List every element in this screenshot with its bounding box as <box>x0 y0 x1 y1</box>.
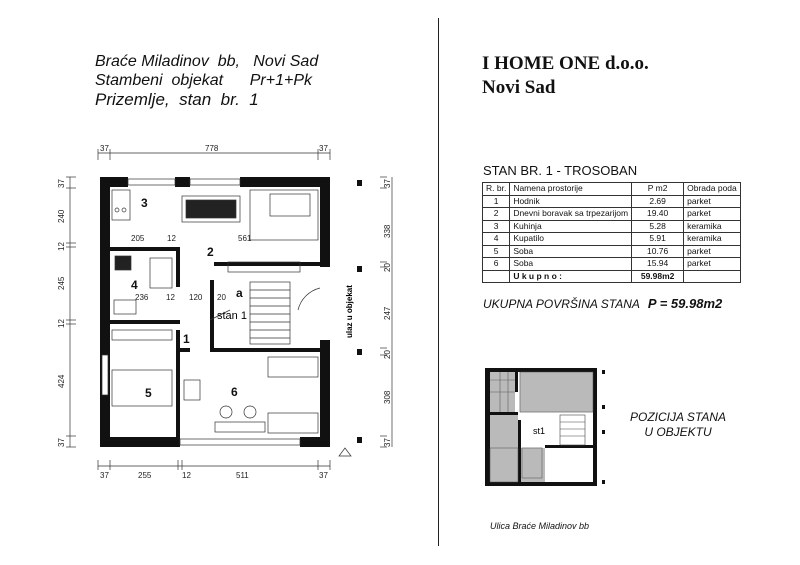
room-6-label: 6 <box>231 385 238 399</box>
apartment-label: stan 1 <box>217 310 247 322</box>
total-area-label: UKUPNA POVRŠINA STANA <box>483 297 640 311</box>
mini-apartment-label: st1 <box>533 426 546 436</box>
dim-left-3: 12 <box>57 242 66 251</box>
dim-top-3: 37 <box>319 144 328 153</box>
cell: 4 <box>483 233 510 246</box>
total-area <box>483 296 722 311</box>
dim-right-6: 308 <box>383 390 392 404</box>
cell: 3 <box>483 220 510 233</box>
dim-left-4: 245 <box>57 276 66 290</box>
dim-left-5: 12 <box>57 319 66 328</box>
cell: Soba <box>510 245 632 258</box>
cell: 2 <box>483 208 510 221</box>
room-5-label: 5 <box>145 386 152 400</box>
table-header-row <box>483 183 741 196</box>
address-header <box>95 52 318 109</box>
cell: parket <box>684 258 741 271</box>
dim-left-2: 240 <box>57 209 66 223</box>
dim-left-7: 37 <box>57 438 66 447</box>
total-area-value: P = 59.98m2 <box>647 296 723 311</box>
table-row <box>483 258 741 271</box>
position-plan <box>478 364 608 494</box>
cell: 10.76 <box>632 245 684 258</box>
cell: 1 <box>483 195 510 208</box>
cell: 5.28 <box>632 220 684 233</box>
table-row <box>483 208 741 221</box>
cell: parket <box>684 208 741 221</box>
dim-right-5: 20 <box>383 350 392 359</box>
cell: keramika <box>684 233 741 246</box>
dim-right-7: 37 <box>383 438 392 447</box>
total-label: U k u p n o : <box>510 270 632 283</box>
cell <box>483 270 510 283</box>
table-row <box>483 195 741 208</box>
dim-bottom-4: 511 <box>236 471 249 480</box>
dim-right-3: 20 <box>383 263 392 272</box>
dim-inner-8: 20 <box>217 293 226 302</box>
company-name: I HOME ONE d.o.o. <box>482 53 649 74</box>
table-row <box>483 233 741 246</box>
table-total-row <box>483 270 741 283</box>
cell: Dnevni boravak sa trpezarijom <box>510 208 632 221</box>
company-header <box>482 52 649 100</box>
dim-bottom-2: 255 <box>138 471 152 480</box>
dim-left-6: 424 <box>57 374 66 388</box>
position-line-1: POZICIJA STANA <box>630 410 727 424</box>
cell: 19.40 <box>632 208 684 221</box>
cell: 5 <box>483 245 510 258</box>
cell: parket <box>684 245 741 258</box>
dim-right-1: 37 <box>383 179 392 188</box>
cell <box>684 270 741 283</box>
room-1-label: 1 <box>183 332 190 346</box>
street-label: Ulica Braće Miladinov bb <box>490 521 590 531</box>
table-row <box>483 220 741 233</box>
total-value: 59.98m2 <box>632 270 684 283</box>
vertical-divider <box>438 18 439 546</box>
cell: 6 <box>483 258 510 271</box>
cell: Hodnik <box>510 195 632 208</box>
cell: Kupatilo <box>510 233 632 246</box>
position-caption <box>630 410 726 440</box>
dim-bottom-5: 37 <box>319 471 328 480</box>
header-cell: P m2 <box>632 183 684 196</box>
room-4-label: 4 <box>131 278 138 292</box>
dim-inner-2: 12 <box>167 234 176 243</box>
dim-right-2: 338 <box>383 224 392 238</box>
dim-inner-7: 120 <box>189 293 203 302</box>
dim-right-4: 247 <box>383 306 392 320</box>
table-row <box>483 245 741 258</box>
floor-line: Prizemlje, stan br. 1 <box>95 90 259 109</box>
cell: parket <box>684 195 741 208</box>
dim-left-1: 37 <box>57 179 66 188</box>
rooms-table <box>482 182 741 283</box>
room-2-label: 2 <box>207 245 214 259</box>
dim-bottom-3: 12 <box>182 471 191 480</box>
cell: Soba <box>510 258 632 271</box>
position-line-2: U OBJEKTU <box>644 425 712 439</box>
dim-inner-5: 236 <box>135 293 149 302</box>
entrance-label: ulaz u objekat <box>345 285 354 338</box>
cell: 5.91 <box>632 233 684 246</box>
table-title: STAN BR. 1 - TROSOBAN <box>483 163 638 178</box>
cell: 2.69 <box>632 195 684 208</box>
company-city: Novi Sad <box>482 77 556 98</box>
dim-inner-6: 12 <box>166 293 175 302</box>
dim-top-2: 778 <box>205 144 219 153</box>
cell: 15.94 <box>632 258 684 271</box>
dim-inner-1: 205 <box>131 234 145 243</box>
room-3-label: 3 <box>141 196 148 210</box>
building-line: Stambeni objekat Pr+1+Pk <box>95 72 313 89</box>
cell: keramika <box>684 220 741 233</box>
header-cell: R. br. <box>483 183 510 196</box>
dim-top-1: 37 <box>100 144 109 153</box>
address-line: Braće Miladinov bb, Novi Sad <box>95 53 319 70</box>
stair-label-a: a <box>236 286 243 300</box>
header-cell: Namena prostorije <box>510 183 632 196</box>
floor-plan <box>50 140 392 485</box>
header-cell: Obrada poda <box>684 183 741 196</box>
dim-bottom-1: 37 <box>100 471 109 480</box>
cell: Kuhinja <box>510 220 632 233</box>
dim-inner-3: 561 <box>238 234 252 243</box>
